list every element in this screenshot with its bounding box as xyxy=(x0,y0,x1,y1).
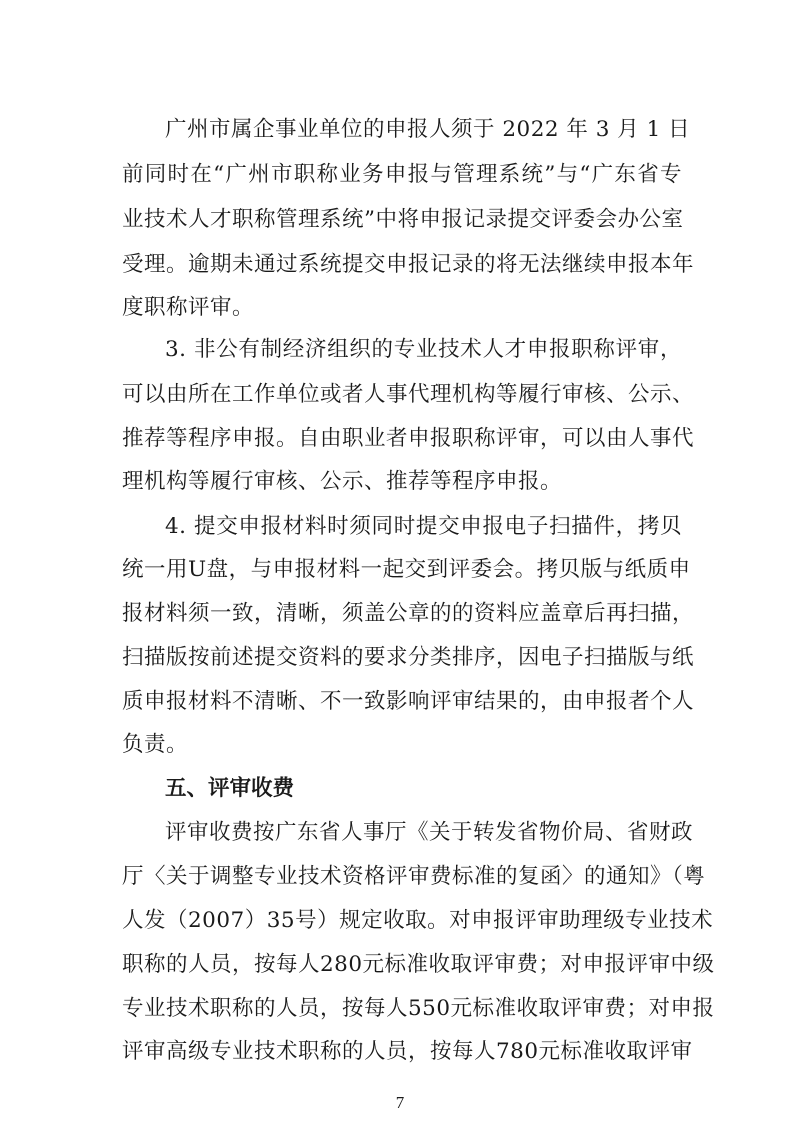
paragraph-2-line-2: 可以由所在工作单位或者人事代理机构等履行审核、公示、 xyxy=(122,382,695,407)
section-heading: 五、评审收费 xyxy=(165,776,295,801)
fee-paragraph-line-3: 人发（2007）35号）规定收取。对申报评审助理级专业技术 xyxy=(122,908,714,933)
paragraph-3-line-5: 质申报材料不清晰、不一致影响评审结果的，由申报者个人 xyxy=(122,689,695,714)
fee-paragraph-line-4: 职称的人员，按每人280元标准收取评审费；对申报评审中级 xyxy=(122,952,715,977)
paragraph-1-line-5: 度职称评审。 xyxy=(122,295,255,320)
paragraph-3-line-2: 统一用U盘，与申报材料一起交到评委会。拷贝版与纸质申 xyxy=(122,557,691,582)
paragraph-2-line-3: 推荐等程序申报。自由职业者申报职称评审，可以由人事代 xyxy=(122,426,695,451)
paragraph-3-line-4: 扫描版按前述提交资料的要求分类排序，因电子扫描版与纸 xyxy=(122,645,695,670)
paragraph-2-line-4: 理机构等履行审核、公示、推荐等程序申报。 xyxy=(122,469,563,494)
page-number: 7 xyxy=(395,1093,405,1112)
fee-paragraph-line-1: 评审收费按广东省人事厅《关于转发省物价局、省财政 xyxy=(165,820,694,845)
paragraph-1-line-3: 业技术人才职称管理系统”中将申报记录提交评委会办公室 xyxy=(122,207,684,232)
paragraph-1-line-4: 受理。逾期未通过系统提交申报记录的将无法继续申报本年 xyxy=(122,252,695,277)
paragraph-3-line-6: 负责。 xyxy=(122,732,189,757)
fee-paragraph-line-2: 厅〈关于调整专业技术资格评审费标准的复函〉的通知》（粤 xyxy=(122,864,706,889)
paragraph-2-line-1: 3. 非公有制经济组织的专业技术人才申报职称评审， xyxy=(165,337,682,362)
paragraph-3-line-3: 报材料须一致，清晰，须盖公章的的资料应盖章后再扫描， xyxy=(122,601,695,626)
paragraph-3-line-1: 4. 提交申报材料时须同时提交申报电子扫描件，拷贝 xyxy=(165,514,682,539)
fee-paragraph-line-6: 评审高级专业技术职称的人员，按每人780元标准收取评审 xyxy=(122,1039,693,1064)
paragraph-1-line-1: 广州市属企事业单位的申报人须于 2022 年 3 月 1 日 xyxy=(165,117,691,142)
paragraph-1-line-2: 前同时在“广州市职称业务申报与管理系统”与“广东省专 xyxy=(122,162,682,187)
fee-paragraph-line-5: 专业技术职称的人员，按每人550元标准收取评审费；对申报 xyxy=(122,996,715,1021)
